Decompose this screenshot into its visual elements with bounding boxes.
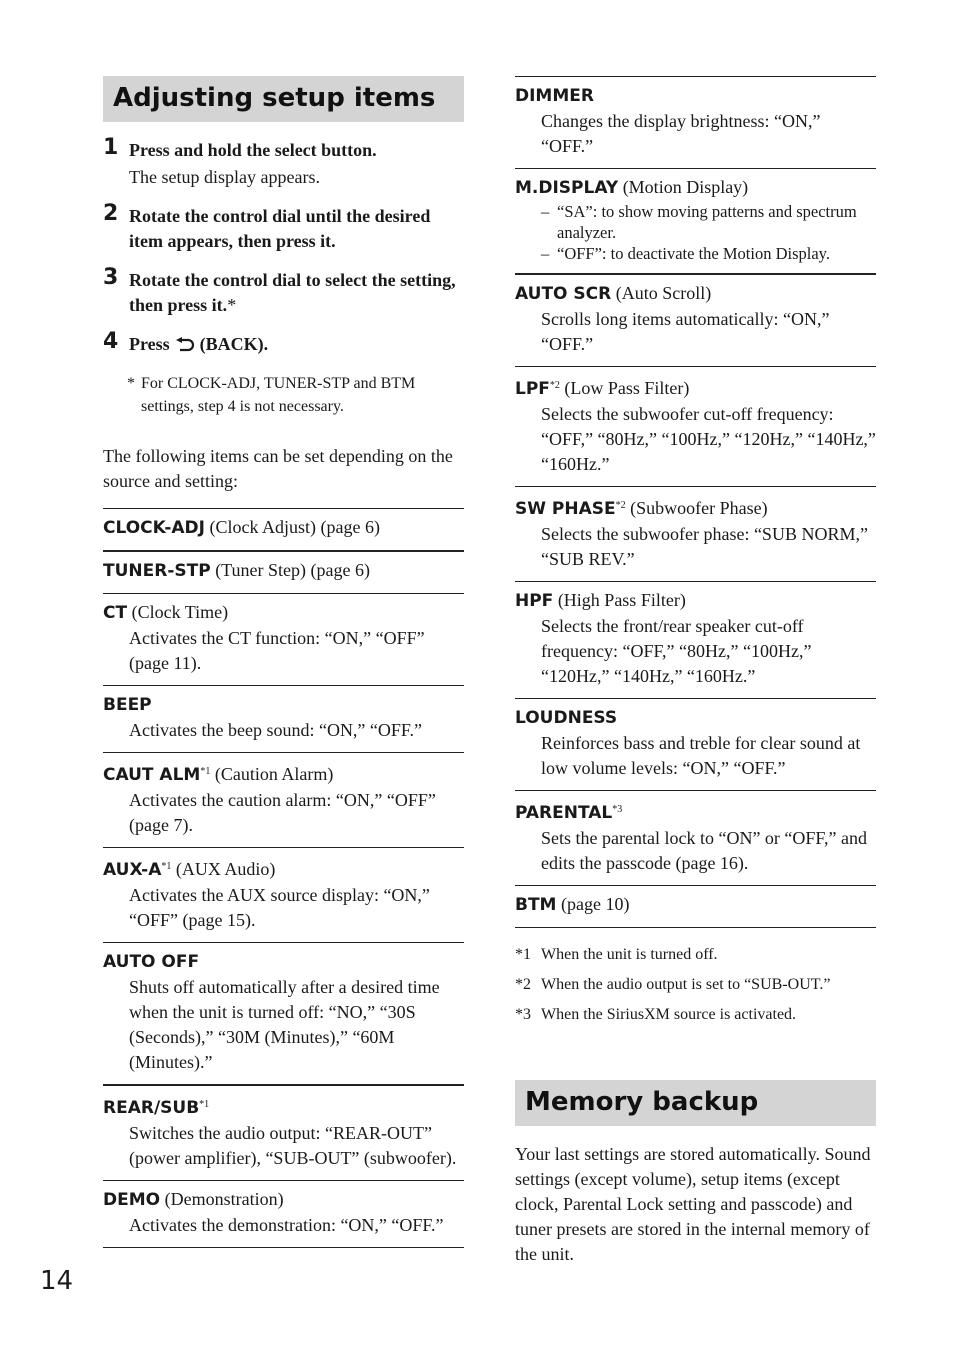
item-sup: *2 xyxy=(549,380,560,391)
item-paren: (Clock Time) xyxy=(131,602,229,622)
step-1 xyxy=(103,135,464,190)
bullet-item: – “SA”: to show moving patterns and spectrum analyzer. xyxy=(541,202,857,242)
item-rear-sub xyxy=(103,1084,464,1180)
item-auto-scr xyxy=(515,273,876,366)
right-column xyxy=(515,76,876,1267)
item-sup: *1 xyxy=(161,861,172,872)
item-ct xyxy=(103,593,464,685)
footnote-mark: *3 xyxy=(515,1006,531,1023)
footnote-mark: *1 xyxy=(515,946,531,963)
step-title xyxy=(129,268,464,318)
step-title: Press and hold the select button. xyxy=(129,140,377,160)
item-hpf xyxy=(515,581,876,698)
footnote-1 xyxy=(515,944,876,966)
step-title-pre: Press xyxy=(129,334,170,354)
item-description: Activates the CT function: “ON,” “OFF” (page 11). xyxy=(129,628,425,673)
step-title xyxy=(129,332,464,360)
item-description: Selects the subwoofer cut-off frequency: “OFF,” “80Hz,” “100Hz,” “120Hz,” “140Hz,” “160Hz.” xyxy=(541,404,876,474)
item-paren: (Motion Display) xyxy=(622,177,749,197)
step-3 xyxy=(103,265,464,318)
item-paren: (Low Pass Filter) xyxy=(564,378,690,398)
step-number: 3 xyxy=(103,265,119,290)
step-footnote xyxy=(103,372,464,418)
item-name: CLOCK-ADJ xyxy=(103,518,205,538)
item-name: AUTO OFF xyxy=(103,952,200,972)
page-number: 14 xyxy=(40,1266,74,1296)
item-sup: *3 xyxy=(612,804,623,815)
item-name: SW PHASE xyxy=(515,499,616,519)
footnote-text: When the SiriusXM source is activated. xyxy=(541,1006,797,1023)
item-name: M.DISPLAY xyxy=(515,178,619,198)
step-4 xyxy=(103,329,464,360)
item-description: Changes the display brightness: “ON,” “OFF.” xyxy=(541,111,821,156)
item-description: Selects the front/rear speaker cut-off frequency: “OFF,” “80Hz,” “100Hz,” “120Hz,” “140Hz,” “160Hz.” xyxy=(541,616,812,686)
item-sup: *1 xyxy=(200,766,211,777)
item-aux-a xyxy=(103,847,464,942)
back-icon xyxy=(174,335,196,360)
intro-text: The following items can be set depending on the source and setting: xyxy=(103,446,453,491)
item-name: HPF xyxy=(515,591,554,611)
item-description: Sets the parental lock to “ON” or “OFF,” and edits the passcode (page 16). xyxy=(541,828,867,873)
footnotes xyxy=(515,944,876,1026)
step-number: 1 xyxy=(103,135,119,160)
footnote-text: When the audio output is set to “SUB-OUT.” xyxy=(541,976,831,993)
section-heading-memory-backup: Memory backup xyxy=(515,1080,876,1126)
item-name: LPF xyxy=(515,379,550,399)
left-column xyxy=(103,76,464,1248)
step-2 xyxy=(103,201,464,254)
bullet-text: “SA”: to show moving patterns and spectrum analyzer. xyxy=(557,202,857,242)
footnote-2 xyxy=(515,974,876,996)
step-number: 4 xyxy=(103,329,119,354)
item-sup: *1 xyxy=(199,1099,210,1110)
item-name: DIMMER xyxy=(515,86,594,106)
bullet-text: “OFF”: to deactivate the Motion Display. xyxy=(557,244,830,263)
item-name: BTM xyxy=(515,895,557,915)
item-paren: (Demonstration) xyxy=(164,1189,284,1209)
divider xyxy=(515,927,876,928)
item-paren: (Clock Adjust) (page 6) xyxy=(209,517,380,537)
step-title: Rotate the control dial until the desired item appears, then press it. xyxy=(129,206,431,251)
item-description: Activates the demonstration: “ON,” “OFF.” xyxy=(129,1215,444,1235)
item-name: PARENTAL xyxy=(515,803,613,823)
bullet-item: – “OFF”: to deactivate the Motion Display. xyxy=(541,244,830,263)
item-sup: *2 xyxy=(615,500,626,511)
item-name: CT xyxy=(103,603,128,623)
item-description: Activates the beep sound: “ON,” “OFF.” xyxy=(129,720,422,740)
footnote-mark: * xyxy=(127,375,135,392)
item-beep xyxy=(103,685,464,752)
item-description: Shuts off automatically after a desired time when the unit is turned off: “NO,” “30S (Seconds),” “30M (Minutes),” “60M (Minutes).” xyxy=(129,977,440,1072)
item-parental xyxy=(515,790,876,885)
item-lpf xyxy=(515,366,876,486)
item-paren: (Tuner Step) (page 6) xyxy=(215,560,370,580)
item-name: CAUT ALM xyxy=(103,765,201,785)
section-heading-adjusting-setup-items: Adjusting setup items xyxy=(103,76,464,122)
item-btm xyxy=(515,885,876,927)
footnote-text: For CLOCK-ADJ, TUNER-STP and BTM settings, step 4 is not necessary. xyxy=(141,375,416,415)
item-paren: (page 10) xyxy=(560,894,630,914)
item-paren: (Subwoofer Phase) xyxy=(630,498,768,518)
item-description: Scrolls long items automatically: “ON,” “OFF.” xyxy=(541,309,830,354)
item-paren: (High Pass Filter) xyxy=(557,590,686,610)
item-paren: (Caution Alarm) xyxy=(214,764,334,784)
item-description: Switches the audio output: “REAR-OUT” (power amplifier), “SUB-OUT” (subwoofer). xyxy=(129,1123,457,1168)
item-sw-phase xyxy=(515,486,876,581)
footnote-3 xyxy=(515,1004,876,1026)
item-demo xyxy=(103,1180,464,1247)
item-loudness xyxy=(515,698,876,790)
item-description: Selects the subwoofer phase: “SUB NORM,” “SUB REV.” xyxy=(541,524,868,569)
memory-backup-text: Your last settings are stored automatically. Sound settings (except volume), setup items (except clock, Parental Lock setting and passcode) and tuner presets are stored in the internal memory of the unit. xyxy=(515,1144,871,1264)
item-description: Reinforces bass and treble for clear sound at low volume levels: “ON,” “OFF.” xyxy=(541,733,861,778)
item-auto-off xyxy=(103,942,464,1084)
item-bullets xyxy=(515,201,876,264)
item-name: DEMO xyxy=(103,1190,161,1210)
footnote-mark: *2 xyxy=(515,976,531,993)
item-name: AUTO SCR xyxy=(515,284,612,304)
item-description: Activates the AUX source display: “ON,” “OFF” (page 15). xyxy=(129,885,430,930)
footnote-text: When the unit is turned off. xyxy=(541,946,718,963)
item-clock-adj xyxy=(103,508,464,550)
item-paren: (Auto Scroll) xyxy=(615,283,712,303)
item-name: REAR/SUB xyxy=(103,1098,200,1118)
step-title-mark: * xyxy=(227,295,237,315)
divider xyxy=(103,1247,464,1248)
item-name: TUNER-STP xyxy=(103,561,211,581)
item-m-display xyxy=(515,168,876,273)
item-name: LOUDNESS xyxy=(515,708,618,728)
step-number: 2 xyxy=(103,201,119,226)
item-paren: (AUX Audio) xyxy=(175,859,276,879)
step-description: The setup display appears. xyxy=(129,167,320,187)
item-description: Activates the caution alarm: “ON,” “OFF” (page 7). xyxy=(129,790,436,835)
step-title-post: (BACK). xyxy=(199,334,269,354)
item-name: BEEP xyxy=(103,695,152,715)
item-dimmer xyxy=(515,76,876,168)
item-caut-alm xyxy=(103,752,464,847)
step-title-text: Rotate the control dial to select the setting, then press it. xyxy=(129,270,456,315)
item-name: AUX-A xyxy=(103,860,162,880)
item-tuner-stp xyxy=(103,550,464,593)
